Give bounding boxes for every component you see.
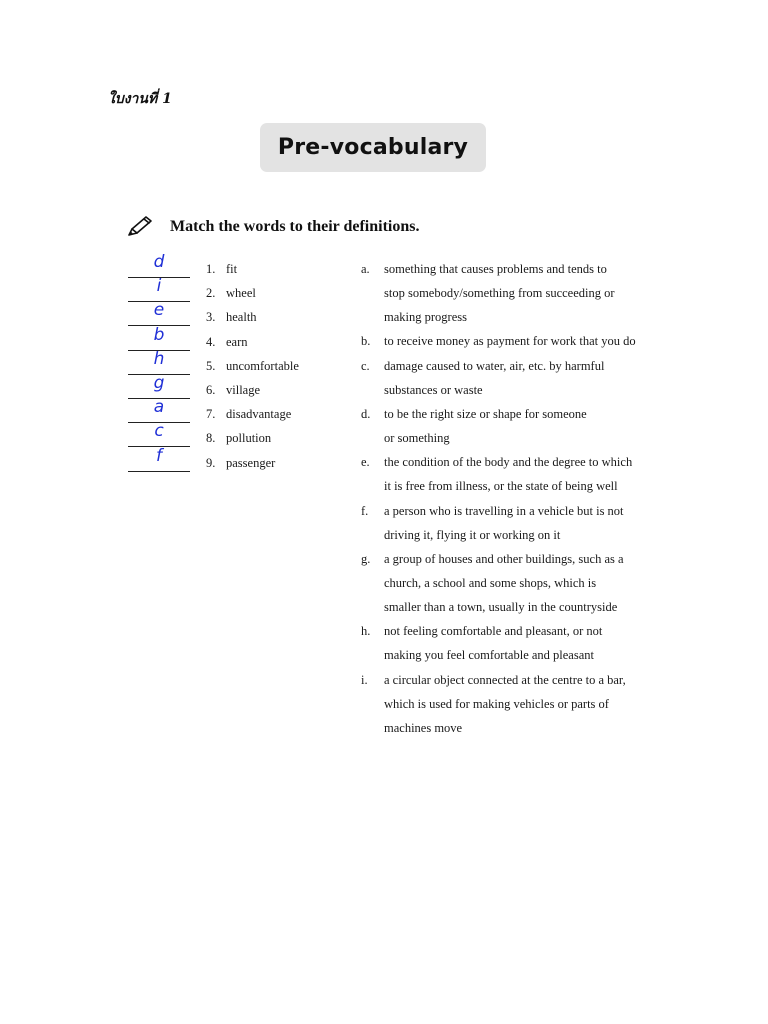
page-title: Pre-vocabulary [277,135,469,160]
vocabulary-word: uncomfortable [226,358,299,373]
definition-letter: f. [361,503,369,518]
definition-text: stop somebody/something from succeeding or [384,286,615,301]
handwritten-answer: f [156,445,162,466]
handwritten-answer: e [153,300,165,321]
handwritten-answer: h [153,348,165,369]
word-number: 5. [206,358,216,373]
word-row [128,445,348,476]
instruction-text: Match the words to their definitions. [170,218,420,235]
definition-letter: d. [361,406,371,421]
word-number: 2. [206,286,216,301]
definition-text: making you feel comfortable and pleasant [384,648,594,663]
definition-text: a person who is travelling in a vehicle but is not [384,503,624,518]
vocabulary-word: earn [226,334,248,349]
word-number: 1. [206,262,216,276]
definition-text: smaller than a town, usually in the countryside [384,600,618,615]
vocabulary-word: disadvantage [226,407,292,422]
definition-text: something that causes problems and tends to [384,262,607,276]
definition-text: driving it, flying it or working on it [384,527,561,542]
definition-letter: e. [361,455,370,470]
vocabulary-word: wheel [226,286,256,301]
handwritten-answer: d [153,252,165,272]
definition-text: or something [384,431,450,446]
definition-letter: g. [361,551,371,566]
handwritten-answer: b [153,324,165,345]
definition-letter: a. [361,262,370,276]
title-box [260,123,486,172]
definition-letter: h. [361,624,371,639]
handwritten-answer: g [153,373,165,393]
definition-text: to receive money as payment for work that you do [384,334,636,349]
definition-text: a circular object connected at the centre to a bar, [384,672,626,687]
definition-text: damage caused to water, air, etc. by harmful [384,358,605,373]
handwritten-answer: a [153,397,165,418]
definition-text: to be the right size or shape for someone [384,406,587,421]
definition-text: a group of houses and other buildings, such as a [384,551,624,566]
definition-text: machines move [384,720,463,735]
word-number: 4. [206,334,216,349]
pencil-icon [126,214,154,238]
word-number: 8. [206,431,216,446]
vocabulary-word: pollution [226,431,272,446]
vocabulary-word: passenger [226,455,276,470]
definition-text: the condition of the body and the degree to which [384,455,633,470]
definition-text: making progress [384,310,467,325]
word-number: 9. [206,455,216,470]
definition-text: it is free from illness, or the state of being well [384,479,618,494]
word-number: 7. [206,407,216,422]
definition-text: substances or waste [384,382,483,397]
answer-blank[interactable] [128,471,190,472]
vocabulary-word: village [226,383,261,397]
definition-text: church, a school and some shops, which is [384,575,597,590]
definition-letter: i. [361,672,368,687]
handwritten-answer: i [156,276,162,297]
word-number: 6. [206,383,216,397]
worksheet-label: ใบงานที่ 1 [108,91,172,107]
definition-letter: c. [361,358,370,373]
definition-text: which is used for making vehicles or parts of [384,696,609,711]
word-number: 3. [206,310,216,325]
definition-text: not feeling comfortable and pleasant, or not [384,624,603,639]
vocabulary-word: fit [226,262,238,276]
handwritten-answer: c [154,421,164,442]
vocabulary-word: health [226,310,257,325]
definition-letter: b. [361,334,371,349]
